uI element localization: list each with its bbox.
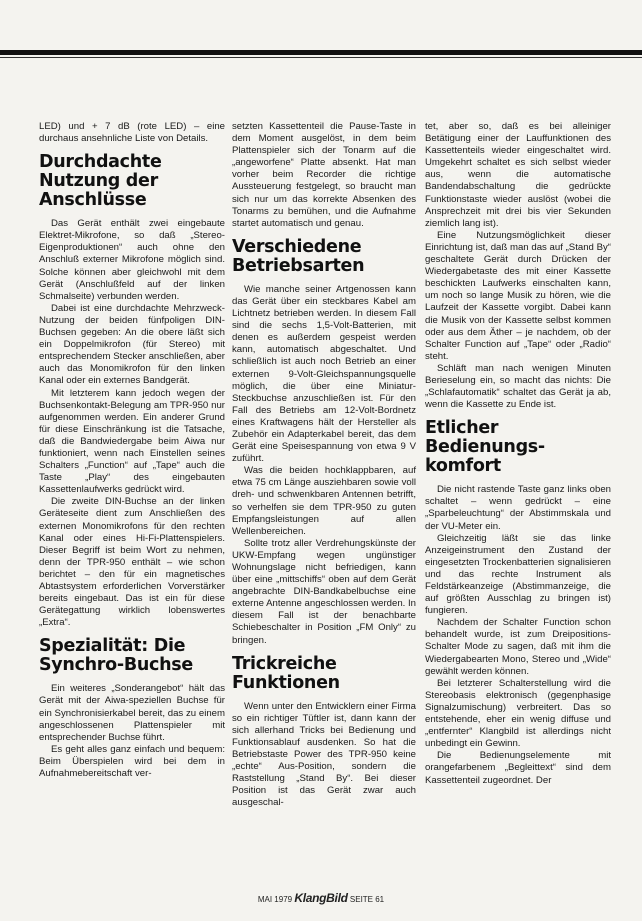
column-left [39,121,225,780]
body-paragraph: Bei letzterer Schalterstellung wird die Stereobasis elektronisch (gegenphasige Signalzumischung) verbreitert. Das so entstehende, eher ein wenig diffuse und „entfernter“ Klangbild ist allerdings nicht unbedingt ein Gewinn. [425,677,611,750]
top-rule-thin [0,57,642,58]
body-paragraph: Wie manche seiner Artgenossen kann das Gerät über ein steckbares Kabel am Lichtnetz betrieben werden. In diesem Fall sind die sechs 1,5-Volt-Batterien, mit denen es außerdem gespeist werden kann, automatisch abgeschaltet. Und schließlich ist auch noch Betrieb an einer externen 9-Volt-Gleichspannungsquelle möglich, die über eine Miniatur-Steckbuchse anzuschließen ist. Für den Fall des Betriebs am 12-Volt-Bordnetz eines Kraftwagens hält der Hersteller als Zubehör ein Adapterkabel bereit, das dem Gerät eine Speisespannung von etwa 9 V zuführt. [232,283,416,465]
body-paragraph: setzten Kassettenteil die Pause-Taste in dem Moment ausgelöst, in dem beim Plattenspieler sich der Tonarm auf die „angeworfene“ Platte absenkt. Hat man vorher beim Recorder die richtige Aussteuerung festgelegt, so braucht man sich nur um das korrekte Absenken des Tonarms zu bemühen, und die Aufnahme startet automatisch und genau. [232,121,416,229]
section-heading: Durchdachte Nutzung der Anschlüsse [39,152,162,211]
footer-page: SEITE 61 [349,895,385,904]
body-paragraph: Dabei ist eine durchdachte Mehrzweck-Nutzung der beiden fünfpoligen DIN-Buchsen gegeben: An die obere läßt sich ein Doppelmikrofon (für Stereo) mit entsprechendem Stecker anschließen, aber auch das Monomikrofon für den linken Kanal oder ein externes Bandgerät. [39,302,225,387]
page-footer [0,891,642,905]
footer-brand: KlangBild [294,891,348,905]
body-paragraph: Mit letzterem kann jedoch wegen der Buchsenkontakt-Belegung am TPR-950 nur aufgenommen werden. Ein anderer Grund für diese Einschränkung ist die Tatsache, daß die Bandwiedergabe beim Aiwa nur funktioniert, wenn nach Einstellen seines Schalters „Function“ auf „Tape“ auch die Taste „Play“ des eingebauten Kassettenlaufwerks gedrückt wird. [39,387,225,496]
body-paragraph: Das Gerät enthält zwei eingebaute Elektret-Mikrofone, so daß „Stereo-Eigenproduktionen“ auch ohne den Anschluß externer Mikrofone möglich sind. Solche können aber gleichwohl mit dem Gerät (Anschlußfeld auf der linken Schmalseite) verbunden werden. [39,218,225,302]
body-paragraph: Gleichzeitig läßt sie das linke Anzeigeinstrument den Zustand der eingesetzten Trockenbatterien signalisieren und das rechte Instrument als Feldstärkeanzeige (Abstimmanzeige, die auf größten Ausschlag zu bringen ist) fungieren. [425,532,611,617]
body-paragraph: Nachdem der Schalter Function schon behandelt wurde, ist zum Dreipositions-Schalter Mode zu sagen, daß mit ihm die Wiedergabearten Mono, Stereo und „Wide“ gewählt werden können. [425,617,611,677]
section-heading: Trickreiche Funktionen [232,653,340,693]
body-paragraph: Schläft man nach wenigen Minuten Berieselung ein, so macht das nichts: Die „Schlafautomatik“ schaltet das Gerät ja ab, wenn die Kassette zu Ende ist. [425,362,611,411]
body-paragraph: LED) und + 7 dB (rote LED) – eine durchaus ansehnliche Liste von Details. [39,121,225,145]
body-paragraph: Wenn unter den Entwicklern einer Firma so ein richtiger Tüftler ist, dann kann der sich allerhand Tricks bei Bedienung und Funktionsablauf ausdenken. So hat die Betriebstaste Power des TPR-950 keine „echte“ Aus-Position, sondern die Raststellung „Stand By“. Bei dieser Position ist das Gerät zwar auch ausgeschal- [232,700,416,809]
body-paragraph: Die zweite DIN-Buchse an der linken Geräteseite dient zum Anschließen des externen Monomikrofons für den rechten Kanal oder eines Hi-Fi-Plattenspielers. Dieser Begriff ist beim Wort zu nehmen, denn der TPR-950 enthält – wie schon berichtet – den für ein magnetisches Abtastsystem erforderlichen Vorverstärker bereits eingebaut. Das ist ein für diese Gerätegattung wirklich lobenswertes „Extra“. [39,496,225,629]
body-paragraph: Eine Nutzungsmöglichkeit dieser Einrichtung ist, daß man das auf „Stand By“ geschaltete Gerät durch Drücken der Wiedergabetaste des mit einer Kassette beschickten Laufwerks einschalten kann, um noch so lange Musik zu hören, wie die Laufzeit der Kassette vorgibt. Dabei kann die Musik von der Kassette selbst kommen oder aus dem Äther – je nachdem, ob der Schalter Function auf „Tape“ oder „Radio“ steht. [425,229,611,362]
section-heading: Spezialität: Die Synchro-Buchse [39,636,193,676]
column-right [425,121,611,787]
body-paragraph: Was die beiden hochklappbaren, auf etwa 75 cm Länge ausziehbaren sowie voll dreh- und schwenkbaren Antennen betrifft, so verhelfen sie dem TPR-950 zu guten Empfangsleistungen auf allen Wellenbereichen. [232,465,416,537]
body-paragraph: tet, aber so, daß es bei alleiniger Betätigung einer der Lauffunktionen des Kassettenteils wieder eingeschaltet wird. Umgekehrt schaltet es sich selbst wieder aus, wenn die automatische Bandendabschaltung die gedrückte Funktionstaste wieder auslöst (wobei die Ansprechzeit mit drei bis vier Sekunden ziemlich lang ist). [425,121,611,229]
footer-date: MAI 1979 [257,895,293,904]
body-paragraph: Es geht alles ganz einfach und bequem: Beim Überspielen wird bei dem in Aufnahmebereitschaft ver- [39,743,225,780]
body-paragraph: Ein weiteres „Sonderangebot“ hält das Gerät mit der Aiwa-speziellen Buchse für ein Synchronisierkabel bereit, das zu einem angeschlossenen Plattenspieler mit entsprechender Buchse führt. [39,683,225,743]
body-paragraph: Sollte trotz aller Verdrehungskünste der UKW-Empfang wegen ungünstiger Wohnungslage nicht befriedigen, kann über eine „mittschiffs“ oben auf dem Gerät angebrachte DIN-Bandkabelbuchse eine externe Antenne angeschlossen werden. In diesem Fall ist der benachbarte Schiebeschalter in Position „FM Only“ zu bringen. [232,537,417,646]
body-paragraph: Die Bedienungselemente mit orangefarbenem „Begleittext“ sind dem Kassettenteil zugeordnet. Der [425,750,611,786]
top-rule-thick [0,50,642,55]
section-heading: Etlicher Bedienungs-komfort [425,418,545,477]
column-middle [232,121,416,810]
section-heading: Verschiedene Betriebsarten [232,236,365,276]
body-paragraph: Die nicht rastende Taste ganz links oben schaltet – wenn gedrückt – eine „Sparbeleuchtung“ der Abstimmskala und der VU-Meter ein. [425,484,611,532]
